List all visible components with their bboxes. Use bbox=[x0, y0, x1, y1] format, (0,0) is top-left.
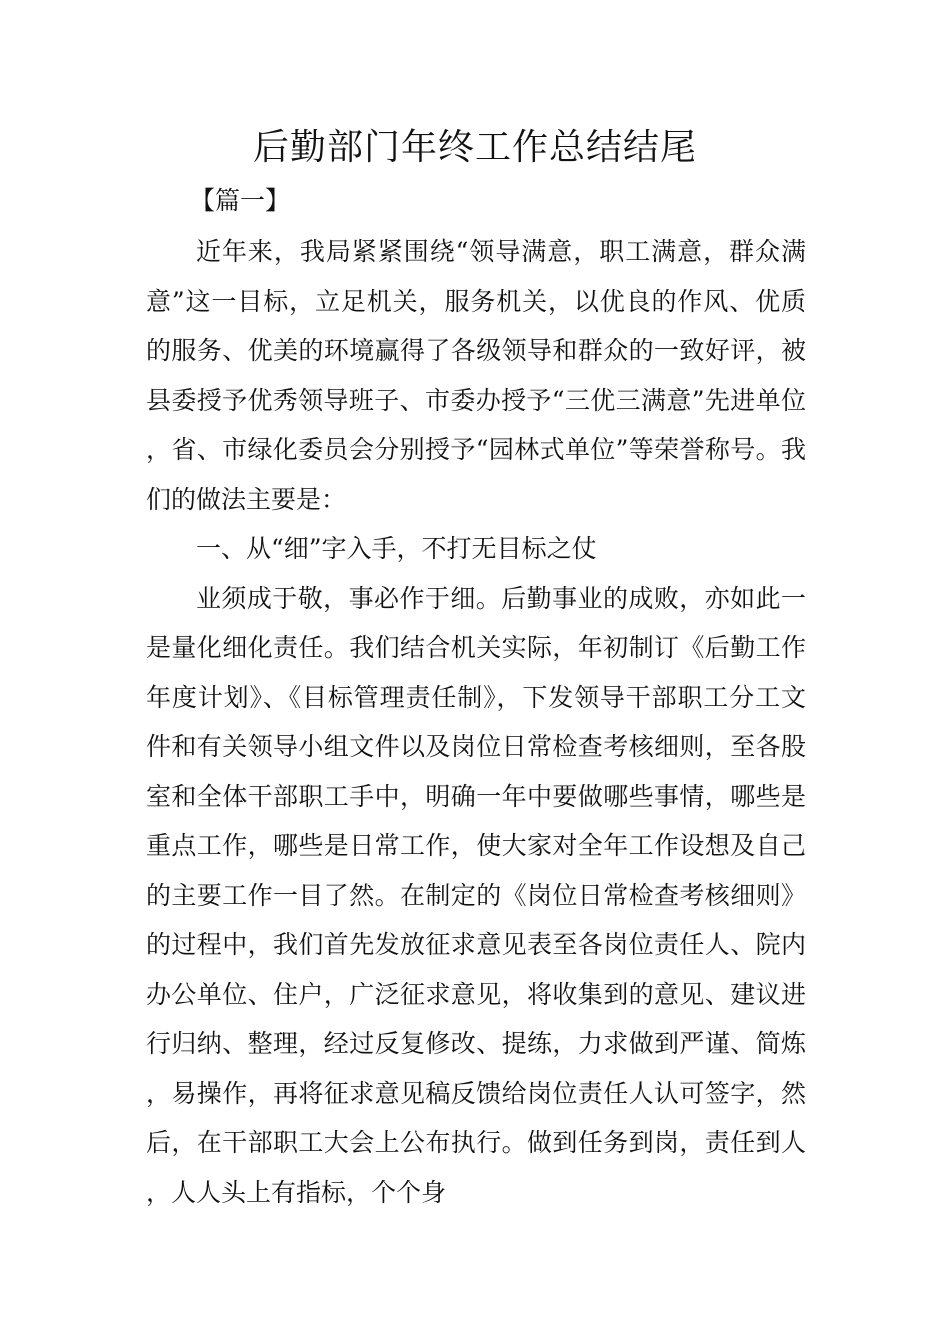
document-body bbox=[146, 227, 806, 1217]
paragraph-detail: 业须成于敬，事必作于细。后勤事业的成败，亦如此一是量化细化责任。我们结合机关实际，年初制订《后勤工作年度计划》、《目标管理责任制》，下发领导干部职工分工文件和有关领导小组文件以及岗位日常检查考核细则，至各股室和全体干部职工手中，明确一年中要做哪些事情，哪些是重点工作，哪些是日常工作，使大家对全年工作设想及自己的主要工作一目了然。在制定的《岗位日常检查考核细则》的过程中，我们首先发放征求意见表至各岗位责任人、院内办公单位、住户，广泛征求意见，将收集到的意见、建议进行归纳、整理，经过反复修改、提练，力求做到严谨、简炼，易操作，再将征求意见稿反馈给岗位责任人认可签字，然后，在干部职工大会上公布执行。做到任务到岗，责任到人，人人头上有指标，个个身 bbox=[146, 583, 806, 1207]
section-label: 【篇一】 bbox=[190, 186, 291, 215]
paragraph-heading-one: 一、从“细”字入手，不打无目标之仗 bbox=[196, 534, 597, 563]
paragraph-intro: 近年来，我局紧紧围绕“领导满意，职工满意，群众满意”这一目标，立足机关，服务机关，以优良的作风、优质的服务、优美的环境赢得了各级领导和群众的一致好评，被县委授予优秀领导班子、市委办授予“三优三满意”先进单位，省、市绿化委员会分别授予“园林式单位”等荣誉称号。我们的做法主要是： bbox=[146, 237, 806, 514]
document-title: 后勤部门年终工作总结结尾 bbox=[252, 127, 697, 168]
